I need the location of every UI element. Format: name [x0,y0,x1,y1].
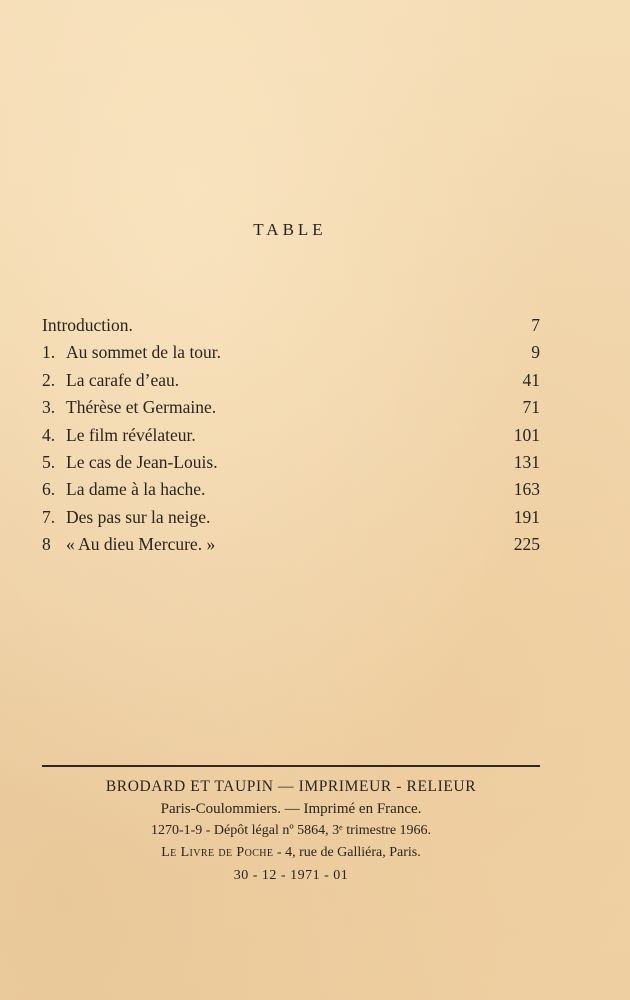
toc-entry-title: Le cas de Jean-Louis. [66,451,218,472]
toc-entry-page: 131 [513,451,540,472]
toc-entry-title: Le film révélateur. [66,424,196,445]
toc-entry-page: 101 [513,424,540,445]
colophon-printer: BRODARD ET TAUPIN — IMPRIMEUR - RELIEUR [105,778,477,795]
toc-entry-number: 2. [42,369,56,390]
toc-entry-page: 163 [513,479,540,500]
toc-entry [42,367,540,394]
toc-entry-number: 4. [42,424,56,445]
colophon-legal: 1270-1-9 - Dépôt légal nº 5864, 3ᵉ trimestre 1966. [150,823,432,838]
colophon-location: Paris-Coulommiers. — Imprimé en France. [160,801,422,817]
toc-entry [42,531,540,558]
table-of-contents [42,312,540,559]
toc-title: TABLE [253,220,327,239]
toc-entry [42,422,540,449]
publisher-name: Le Livre de Poche [161,845,274,860]
toc-entry [42,504,540,531]
toc-entry [42,339,540,366]
toc-entry-title: La dame à la hache. [66,479,206,500]
toc-entry-number: 5. [42,451,56,472]
toc-entry [42,449,540,476]
publisher-address: - 4, rue de Galliéra, Paris. [273,845,421,860]
toc-entry-title: Des pas sur la neige. [66,506,211,527]
colophon [42,776,540,888]
toc-entry-page: 191 [513,506,540,527]
toc-entry [42,394,540,421]
toc-entry-page: 9 [531,342,540,363]
toc-entry-title: La carafe d’eau. [66,369,180,390]
toc-entry [42,312,540,339]
toc-entry-number: 8 [42,534,51,555]
toc-entry-number: 7. [42,506,56,527]
toc-entry-page: 7 [531,315,540,335]
colophon-divider [42,765,540,767]
toc-entry-number: 6. [42,479,56,500]
toc-entry-number: 1. [42,342,56,363]
toc-entry-title: « Au dieu Mercure. » [66,534,216,555]
colophon-date: 30 - 12 - 1971 - 01 [233,868,349,883]
toc-entry [42,476,540,503]
toc-entry-page: 225 [513,534,540,555]
toc-entry-title: Au sommet de la tour. [66,342,222,363]
toc-entry-page: 41 [522,369,540,390]
colophon-publisher [42,842,540,864]
toc-entry-number: 3. [42,397,56,418]
toc-entry-title: Introduction. [42,315,133,335]
toc-entry-title: Thérèse et Germaine. [66,397,217,418]
toc-entry-page: 71 [522,397,540,418]
